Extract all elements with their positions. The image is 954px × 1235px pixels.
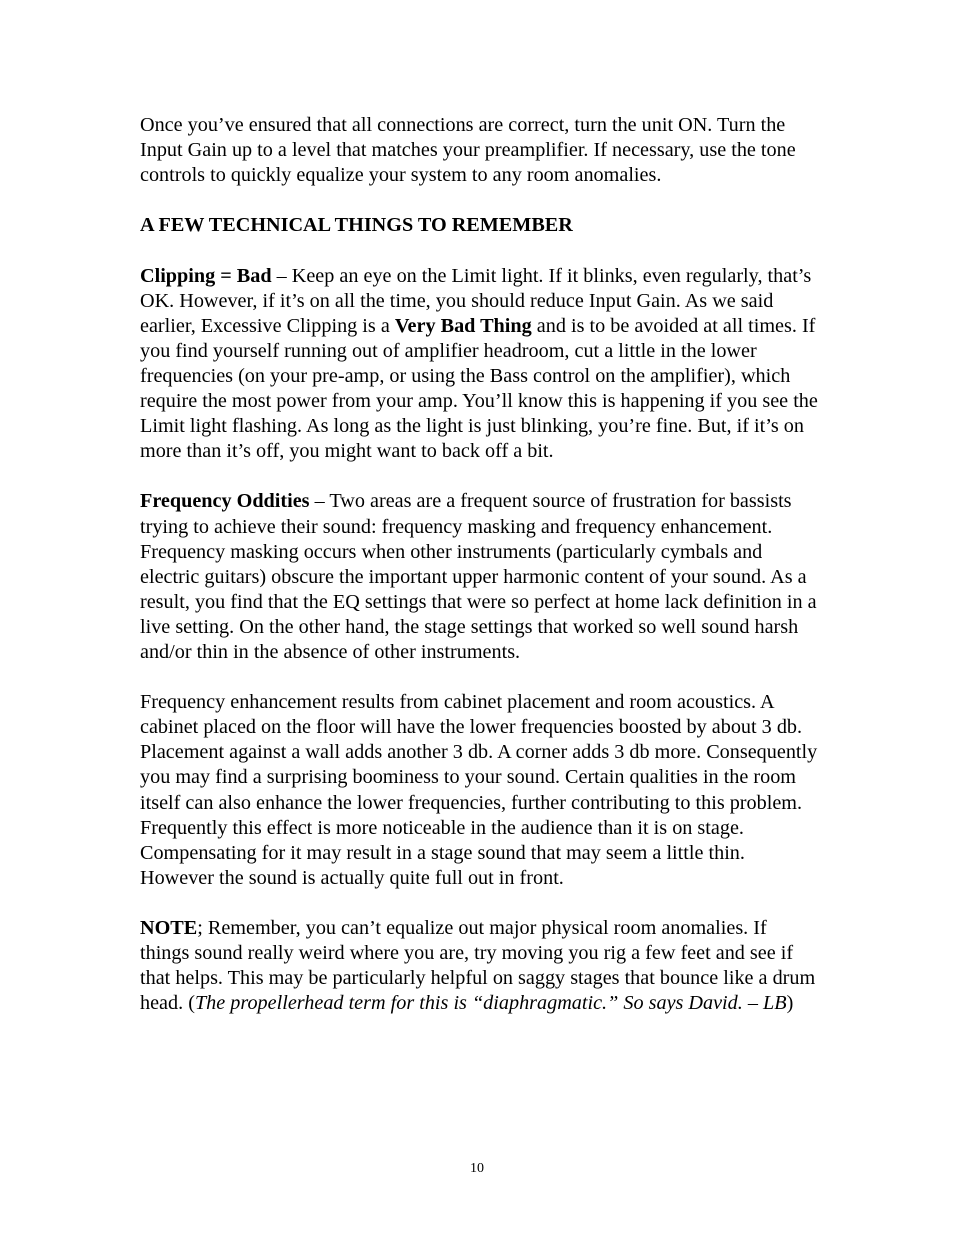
- clipping-text-1: – Keep an eye on the Limit light. If it blinks, even regularly, that’s OK. However, if it’s on all the time, you should reduce Input Gain. As we said earlier, Excessive Clipping is a: [140, 264, 812, 337]
- note-text: ; Remember, you can’t equalize out major physical room anomalies. If things sound really weird where you are, try moving you rig a few feet and see if that helps. This may be particularly helpful on saggy stages that bounce like a drum head. (: [140, 917, 816, 1015]
- page-number: 10: [470, 1161, 484, 1176]
- note-term: NOTE: [140, 917, 198, 939]
- clipping-text-2: and is to be avoided at all times. If you find yourself running out of amplifier headroom, cut a little in the lower frequencies (on your pre-amp, or using the Bass control on the amplifier), which require the most power from your amp. You’ll know this is happening if you see the Limit light flashing. As long as the light is just blinking, you’re fine. But, if it’s on more than it’s off, you might want to back off a bit.: [140, 314, 818, 463]
- clipping-term: Clipping = Bad: [140, 264, 272, 287]
- frequency-oddities-paragraph: [140, 489, 820, 665]
- frequency-enhancement-paragraph: Frequency enhancement results from cabinet placement and room acoustics. A cabinet placed on the floor will have the lower frequencies boosted by about 3 db. Placement against a wall adds another 3 db. A corner adds 3 db more. Consequently you may find a surprising boominess to your sound. Certain qualities in the room itself can also enhance the lower frequencies, further contributing to this problem. Frequently this effect is more noticeable in the audience than it is on stage. Compensating for it may result in a stage sound that may seem a little thin. However the sound is actually quite full out in front.: [140, 691, 818, 889]
- frequency-oddities-term: Frequency Oddities: [140, 490, 310, 513]
- page-body: [140, 113, 820, 1041]
- section-heading: A FEW TECHNICAL THINGS TO REMEMBER: [140, 214, 573, 237]
- note-italic: The propellerhead term for this is “diaphragmatic.” So says David. – LB: [194, 992, 787, 1015]
- note-close: ): [786, 992, 794, 1015]
- intro-paragraph: Once you’ve ensured that all connections are correct, turn the unit ON. Turn the Input Gain up to a level that matches your preamplifier. If necessary, use the tone controls to quickly equalize your system to any room anomalies.: [140, 114, 796, 187]
- frequency-oddities-text: – Two areas are a frequent source of frustration for bassists trying to achieve their sound: frequency masking and frequency enhancement. Frequency masking occurs when other instruments (particularly cymbals and electric guitars) obscure the important upper harmonic content of your sound. As a result, you find that the EQ settings that were so perfect at home lack definition in a live setting. On the other hand, the stage settings that worked so well sound harsh and/or thin in the absence of other instruments.: [140, 490, 817, 663]
- clipping-paragraph: [140, 264, 820, 465]
- note-paragraph: [140, 916, 820, 1016]
- clipping-emphasis: Very Bad Thing: [394, 314, 532, 337]
